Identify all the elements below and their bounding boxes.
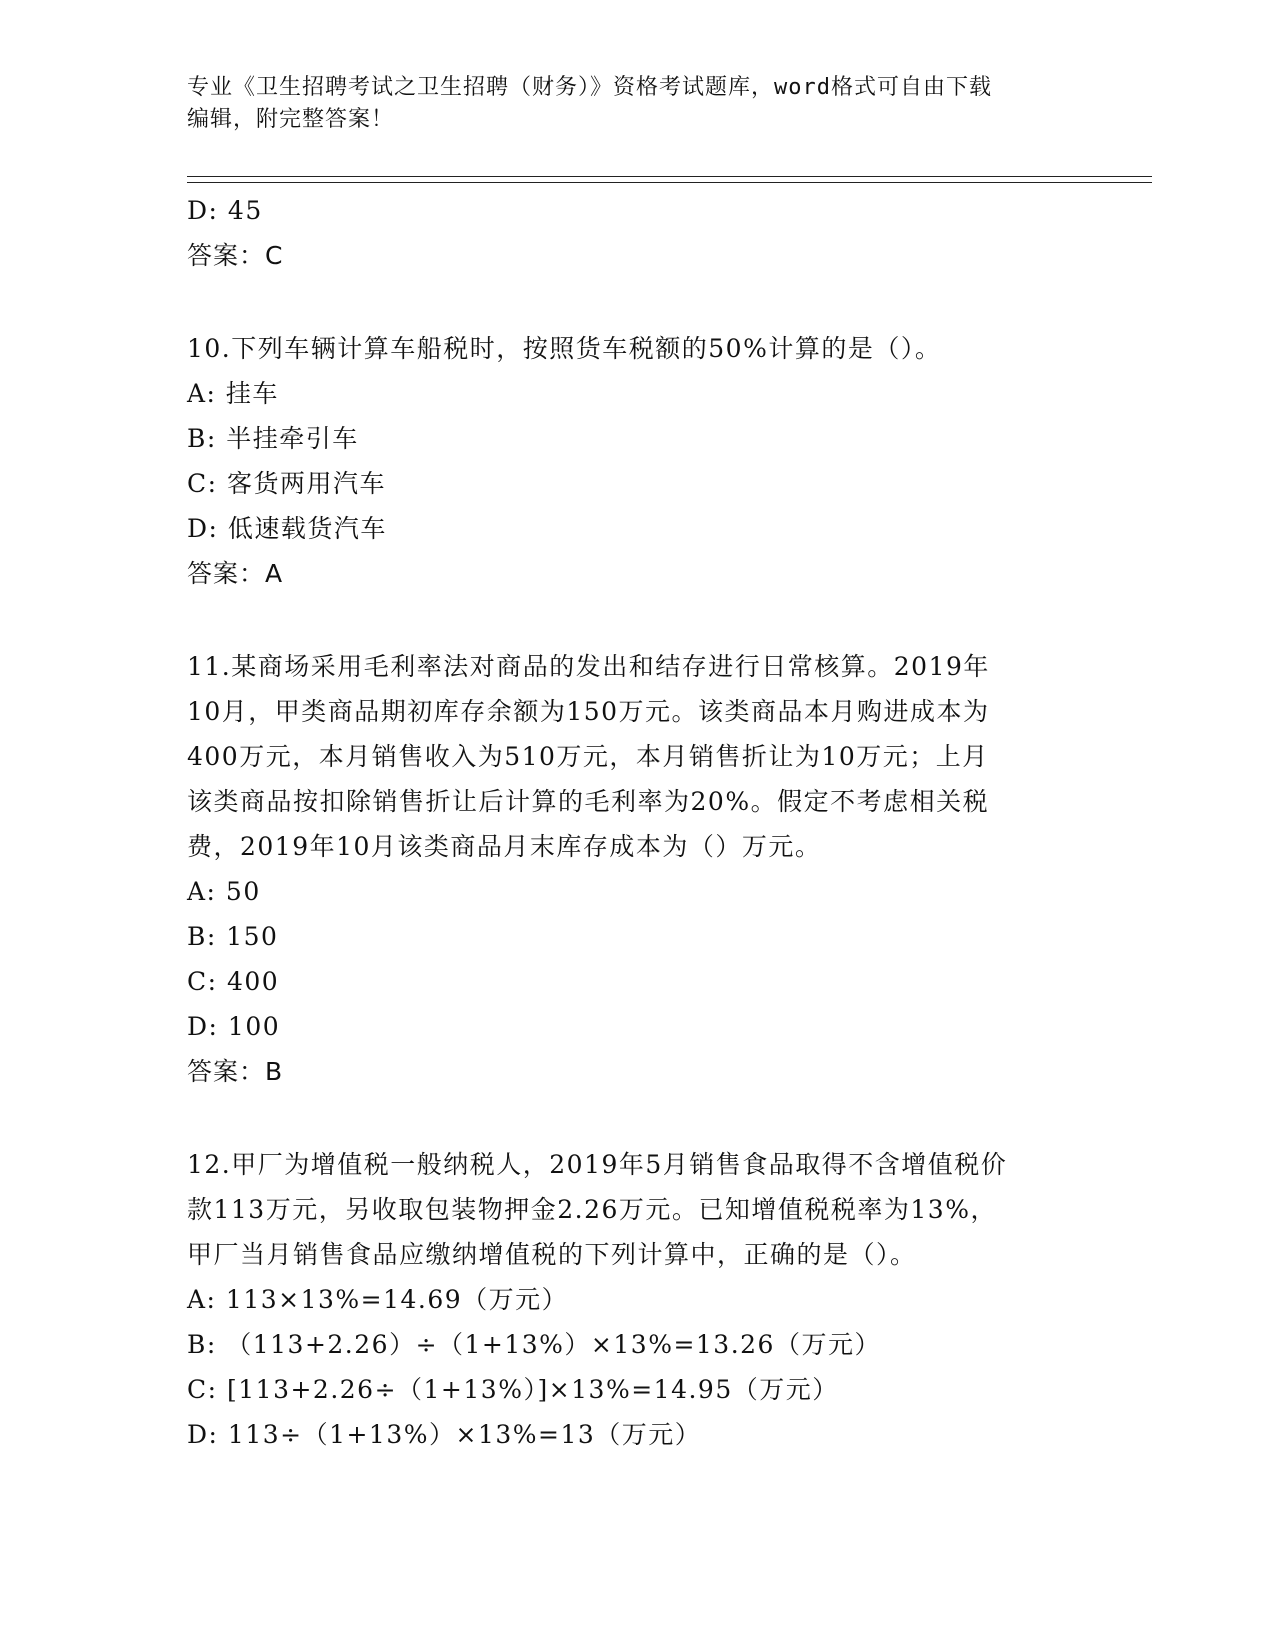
- answer: 答案：B: [187, 1057, 284, 1086]
- question-stem-line: 11.某商场采用毛利率法对商品的发出和结存进行日常核算。2019年: [187, 652, 990, 681]
- option-b: B: 150: [187, 922, 279, 951]
- question-stem-line: 甲厂当月销售食品应缴纳增值税的下列计算中，正确的是（）。: [187, 1240, 917, 1269]
- spacer: [187, 1094, 1087, 1142]
- question-stem-line: 12.甲厂为增值税一般纳税人，2019年5月销售食品取得不含增值税价: [187, 1150, 1008, 1179]
- question-stem: 10.下列车辆计算车船税时，按照货车税额的50%计算的是（）。: [187, 334, 942, 363]
- option-a: A: 113×13%=14.69（万元）: [187, 1285, 569, 1314]
- answer: 答案：A: [187, 559, 284, 588]
- question-10: [187, 326, 1087, 596]
- option-d: D: 低速载货汽车: [187, 514, 387, 543]
- header-line-1: 专业《卫生招聘考试之卫生招聘（财务）》资格考试题库，word格式可自由下载: [187, 75, 992, 100]
- option-b: B: （113+2.26）÷（1+13%）×13%=13.26（万元）: [187, 1330, 881, 1359]
- option-a: A: 挂车: [187, 379, 279, 408]
- header-line-2: 编辑，附完整答案！: [187, 107, 395, 132]
- option-c: C: 400: [187, 967, 280, 996]
- option-d: D: 113÷（1+13%）×13%=13（万元）: [187, 1420, 702, 1449]
- spacer: [187, 278, 1087, 326]
- question-11: [187, 644, 1087, 1094]
- question-stem-line: 10月，甲类商品期初库存余额为150万元。该类商品本月购进成本为: [187, 697, 990, 726]
- spacer: [187, 596, 1087, 644]
- question-stem-line: 该类商品按扣除销售折让后计算的毛利率为20%。假定不考虑相关税: [187, 787, 990, 816]
- question-list: [187, 188, 1087, 1457]
- header-divider-top: [187, 176, 1152, 177]
- prev-option-d: D: 45: [187, 196, 263, 225]
- option-c: C: 客货两用汽车: [187, 469, 386, 498]
- prev-answer: 答案：C: [187, 241, 284, 270]
- header-divider-bottom: [187, 182, 1152, 183]
- document-header: [187, 72, 1067, 136]
- question-stem-line: 400万元，本月销售收入为510万元，本月销售折让为10万元；上月: [187, 742, 989, 771]
- option-c: C: [113+2.26÷（1+13%）]×13%=14.95（万元）: [187, 1375, 839, 1404]
- question-stem-line: 款113万元，另收取包装物押金2.26万元。已知增值税税率为13%，: [187, 1195, 997, 1224]
- question-12: [187, 1142, 1087, 1457]
- option-d: D: 100: [187, 1012, 281, 1041]
- option-a: A: 50: [187, 877, 261, 906]
- option-b: B: 半挂牵引车: [187, 424, 359, 453]
- question-stem-line: 费，2019年10月该类商品月末库存成本为（）万元。: [187, 832, 822, 861]
